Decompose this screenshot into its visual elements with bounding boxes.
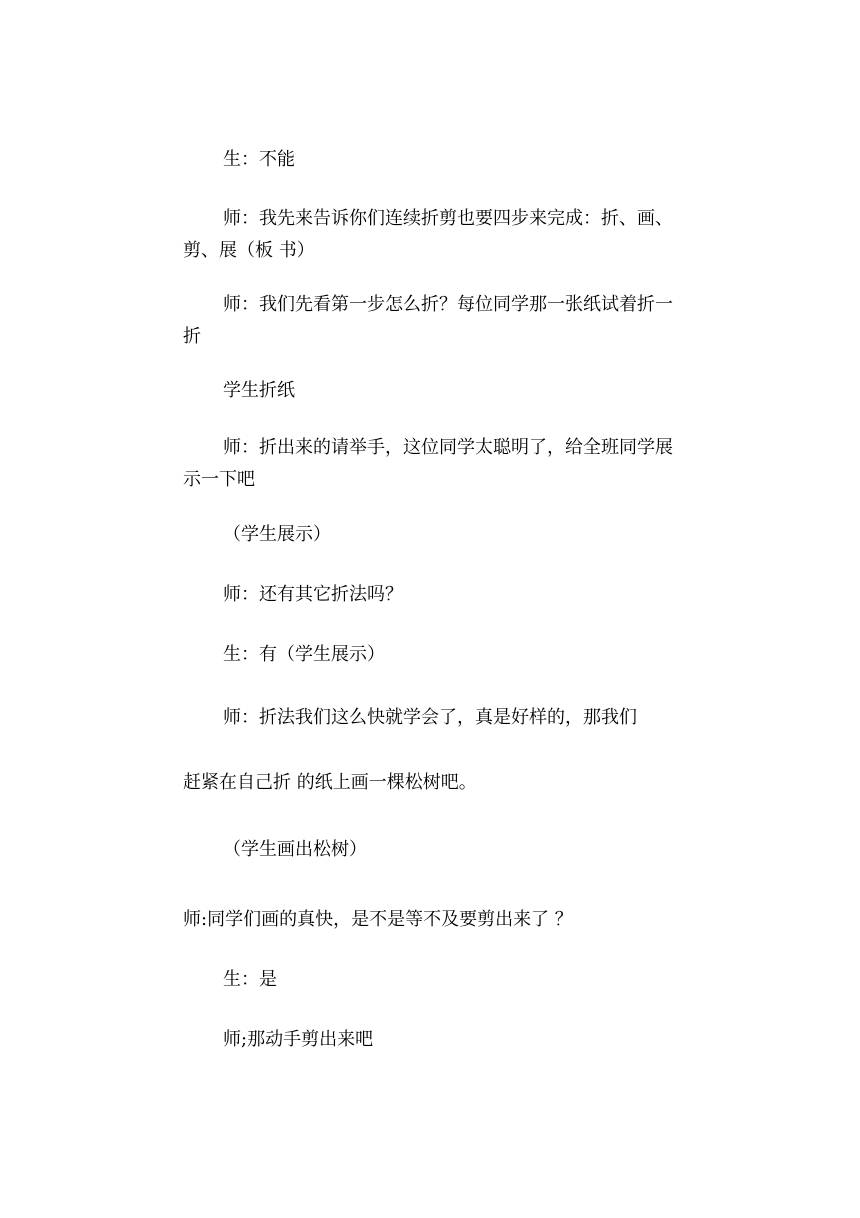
paragraph-5: 师：折出来的请举手，这位同学太聪明了，给全班同学展示一下吧: [183, 437, 673, 490]
paragraph-2: 师：我先来告诉你们连续折剪也要四步来完成：折、画、剪、展（板 书）: [183, 208, 673, 261]
paragraph-10: 赶紧在自己折 的纸上画一棵松树吧。: [183, 772, 477, 793]
paragraph-14: 师;那动手剪出来吧: [223, 1029, 374, 1050]
paragraph-7: 师：还有其它折法吗？: [223, 584, 403, 605]
paragraph-4: 学生折纸: [223, 380, 295, 401]
paragraph-11: （学生画出松树）: [223, 839, 367, 860]
paragraph-3: 师：我们先看第一步怎么折？每位同学那一张纸试着折一折: [183, 294, 673, 347]
paragraph-13: 生：是: [223, 969, 277, 990]
paragraph-8: 生：有（学生展示）: [223, 644, 385, 665]
paragraph-12: 师:同学们画的真快，是不是等不及要剪出来了 ？: [183, 909, 573, 930]
paragraph-1: 生：不能: [223, 149, 295, 170]
paragraph-9: 师：折法我们这么快就学会了，真是好样的，那我们: [223, 707, 637, 728]
paragraph-6: （学生展示）: [223, 524, 331, 545]
